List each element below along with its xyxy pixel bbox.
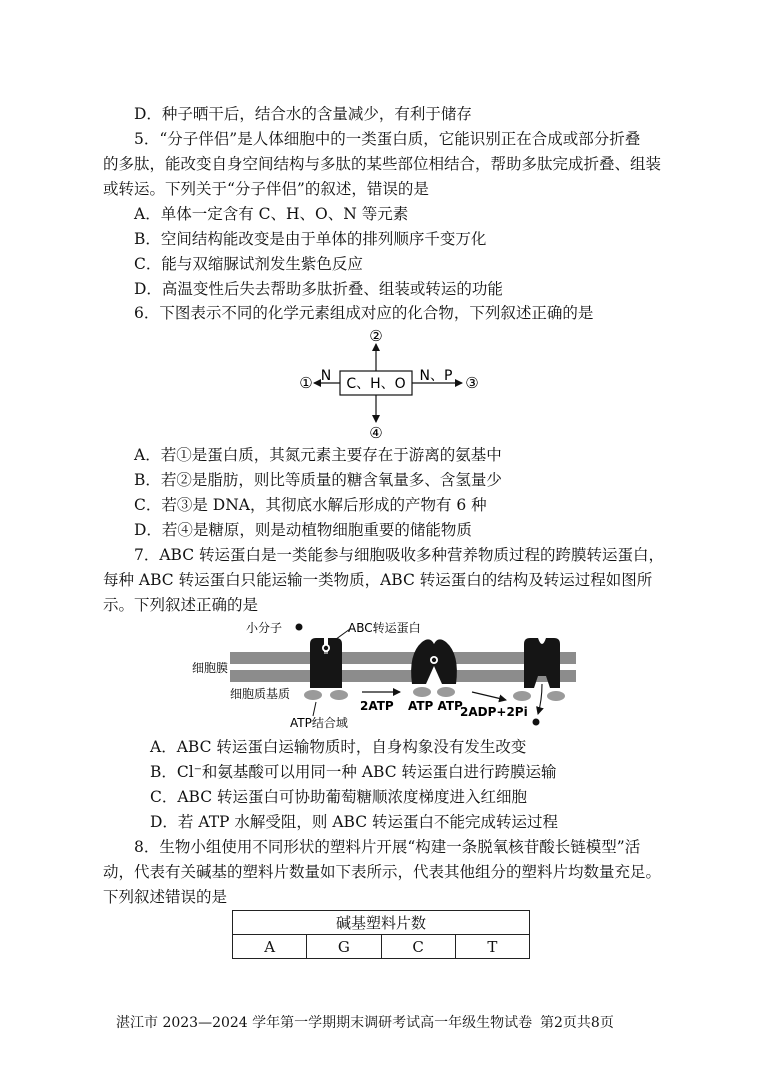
question-7-stem-cont: 每种 ABC 转运蛋白只能运输一类物质，ABC 转运蛋白的结构及转运过程如图所: [103, 571, 653, 589]
option-5b: B．空间结构能改变是由于单体的排列顺序千变万化: [134, 230, 487, 248]
label-4: ④: [369, 424, 383, 442]
atp-domain-label: ATP结合域: [290, 716, 348, 730]
atp-domain-pointer: [313, 702, 316, 716]
right-elements: N、P: [419, 368, 453, 384]
small-molecule-label: 小分子: [246, 621, 283, 635]
label-2: ②: [369, 327, 383, 345]
step-arrow-2: [472, 692, 506, 700]
footer-page-number: 第2页共8页: [540, 1015, 614, 1031]
question-8-stem-end: 下列叙述错误的是: [103, 888, 228, 906]
option-6d: D．若④是糖原，则是动植物细胞重要的储能物质: [134, 521, 472, 539]
released-molecule: [533, 719, 540, 726]
base-count-table: [232, 910, 530, 959]
atp-domain-2b: [437, 687, 455, 697]
left-element: N: [320, 368, 332, 384]
atp-domain-3a: [513, 691, 531, 701]
option-7c: C．ABC 转运蛋白可协助葡萄糖顺浓度梯度进入红细胞: [150, 788, 528, 806]
option-4d: D．种子晒干后，结合水的含量减少，有利于储存: [134, 105, 472, 123]
release-arrow: [538, 684, 542, 714]
two-atp-label: 2ATP: [360, 699, 394, 713]
label-3: ③: [465, 374, 479, 392]
atp-domain-3b: [547, 691, 565, 701]
question-7-stem-end: 示。下列叙述正确的是: [103, 596, 259, 614]
option-5c: C．能与双缩脲试剂发生紫色反应: [134, 255, 363, 273]
table-header-c: C: [381, 935, 455, 959]
abc-transporter-diagram: [190, 614, 590, 732]
option-7d: D．若 ATP 水解受阻，则 ABC 转运蛋白不能完成转运过程: [150, 813, 558, 831]
transporter-label: ABC转运蛋白: [348, 621, 421, 635]
table-header-t: T: [455, 935, 529, 959]
matrix-label: 细胞质基质: [230, 687, 291, 701]
center-label: C、H、O: [346, 376, 406, 392]
atp-atp-label: ATP ATP: [408, 699, 463, 713]
table-header-a: A: [233, 935, 307, 959]
question-6-stem: 6．下图表示不同的化学元素组成对应的化合物，下列叙述正确的是: [134, 304, 594, 322]
option-6c: C．若③是 DNA，其彻底水解后形成的产物有 6 种: [134, 496, 487, 514]
label-1: ①: [299, 374, 313, 392]
atp-domain-2a: [413, 687, 431, 697]
small-molecule-dot: [296, 624, 303, 631]
option-6a: A．若①是蛋白质，其氮元素主要存在于游离的氨基中: [134, 446, 502, 464]
question-5-stem: 5．“分子伴侣”是人体细胞中的一类蛋白质，它能识别正在合成或部分折叠: [134, 130, 641, 148]
question-8-stem: 8．生物小组使用不同形状的塑料片开展“构建一条脱氧核苷酸长链模型”活: [134, 838, 641, 856]
option-7a: A．ABC 转运蛋白运输物质时，自身构象没有发生改变: [150, 738, 527, 756]
adp-pi-label: 2ADP+2Pi: [460, 705, 528, 719]
question-5-stem-end: 或转运。下列关于“分子伴侣”的叙述，错误的是: [103, 180, 429, 198]
atp-domain-1b: [330, 690, 348, 700]
membrane-label: 细胞膜: [192, 661, 229, 675]
table-title: 碱基塑料片数: [233, 911, 530, 935]
question-7-stem: 7．ABC 转运蛋白是一类能参与细胞吸收多种营养物质过程的跨膜转运蛋白，: [134, 546, 665, 564]
footer-exam-title: 湛江市 2023—2024 学年第一学期期末调研考试高一年级生物试卷: [116, 1015, 533, 1031]
option-6b: B．若②是脂肪，则比等质量的糖含氧量多、含氢量少: [134, 471, 502, 489]
option-5d: D．高温变性后失去帮助多肽折叠、组装或转运的功能: [134, 280, 503, 298]
question-5-stem-cont: 的多肽，能改变自身空间结构与多肽的某些部位相结合，帮助多肽完成折叠、组装: [103, 155, 662, 173]
table-header-g: G: [307, 935, 381, 959]
element-compound-diagram: [290, 326, 490, 444]
option-5a: A．单体一定含有 C、H、O、N 等元素: [134, 205, 409, 223]
option-7b: B．Cl⁻和氨基酸可以用同一种 ABC 转运蛋白进行跨膜运输: [150, 763, 557, 781]
atp-domain-1a: [304, 690, 322, 700]
question-8-stem-cont: 动，代表有关碱基的塑料片数量如下表所示，代表其他组分的塑料片均数量充足。: [103, 863, 662, 881]
